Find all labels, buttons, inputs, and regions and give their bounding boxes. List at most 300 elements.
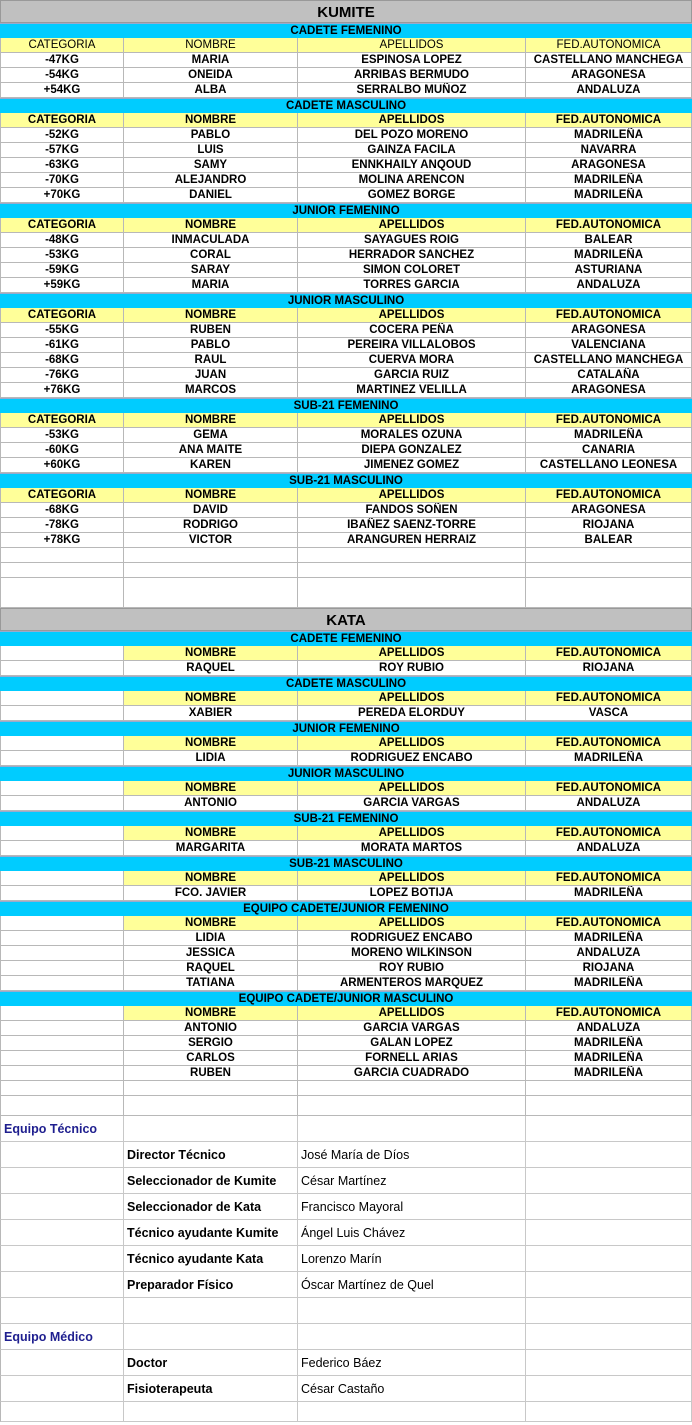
cell-categoria[interactable]: -68KG — [0, 353, 124, 368]
empty-cell[interactable] — [0, 736, 124, 751]
empty-cell[interactable] — [298, 1096, 526, 1116]
staff-row — [0, 1194, 692, 1220]
empty-cell[interactable] — [0, 706, 124, 721]
col-categoria[interactable]: CATEGORIA — [0, 488, 124, 503]
col-nombre[interactable]: NOMBRE — [124, 871, 298, 886]
col-fed[interactable]: FED.AUTONOMICA — [526, 113, 692, 128]
staff-name[interactable]: Óscar Martínez de Quel — [298, 1272, 526, 1298]
cell-categoria[interactable]: -63KG — [0, 158, 124, 173]
kumite-title: KUMITE — [0, 0, 692, 23]
cell-categoria[interactable]: -53KG — [0, 428, 124, 443]
cell-apellidos[interactable]: SIMON COLORET — [298, 263, 526, 278]
equipo-medico-title[interactable]: Equipo Médico — [0, 1324, 124, 1350]
empty-cell[interactable] — [124, 1096, 298, 1116]
col-apellidos[interactable]: APELLIDOS — [298, 736, 526, 751]
cell-nombre[interactable]: PABLO — [124, 338, 298, 353]
cell-nombre[interactable]: PABLO — [124, 128, 298, 143]
table-row — [0, 368, 692, 383]
empty-cell[interactable] — [0, 961, 124, 976]
empty-cell[interactable] — [0, 976, 124, 991]
empty-cell[interactable] — [0, 1220, 124, 1246]
empty-cell[interactable] — [0, 1402, 124, 1422]
cell-apellidos[interactable]: HERRADOR SANCHEZ — [298, 248, 526, 263]
cell-apellidos[interactable]: LOPEZ BOTIJA — [298, 886, 526, 901]
col-fed[interactable]: FED.AUTONOMICA — [526, 413, 692, 428]
cell-apellidos[interactable]: SERRALBO MUÑOZ — [298, 83, 526, 98]
empty-cell[interactable] — [0, 646, 124, 661]
cell-categoria[interactable]: -59KG — [0, 263, 124, 278]
cell-apellidos[interactable]: ARRIBAS BERMUDO — [298, 68, 526, 83]
empty-cell[interactable] — [0, 1376, 124, 1402]
empty-cell[interactable] — [0, 826, 124, 841]
empty-cell[interactable] — [298, 578, 526, 608]
category-header: SUB-21 MASCULINO — [0, 473, 692, 488]
table-row — [0, 533, 692, 548]
cell-categoria[interactable]: -60KG — [0, 443, 124, 458]
cell-nombre[interactable]: MARGARITA — [124, 841, 298, 856]
staff-role[interactable]: Seleccionador de Kata — [124, 1194, 298, 1220]
col-nombre[interactable]: NOMBRE — [124, 646, 298, 661]
col-apellidos[interactable]: APELLIDOS — [298, 38, 526, 53]
cell-fed[interactable]: ARAGONESA — [526, 383, 692, 398]
cell-categoria[interactable]: -48KG — [0, 233, 124, 248]
cell-apellidos[interactable]: ROY RUBIO — [298, 961, 526, 976]
col-apellidos[interactable]: APELLIDOS — [298, 218, 526, 233]
empty-cell[interactable] — [0, 1066, 124, 1081]
cell-fed[interactable]: MADRILEÑA — [526, 1051, 692, 1066]
cell-apellidos[interactable]: IBAÑEZ SAENZ-TORRE — [298, 518, 526, 533]
empty-cell[interactable] — [526, 1324, 692, 1350]
cell-fed[interactable]: RIOJANA — [526, 961, 692, 976]
staff-row — [0, 1246, 692, 1272]
cell-nombre[interactable]: JESSICA — [124, 946, 298, 961]
col-nombre[interactable]: NOMBRE — [124, 488, 298, 503]
cell-categoria[interactable]: -70KG — [0, 173, 124, 188]
cell-categoria[interactable]: +59KG — [0, 278, 124, 293]
cell-apellidos[interactable]: ENNKHAILY ANQOUD — [298, 158, 526, 173]
cell-nombre[interactable]: ANTONIO — [124, 796, 298, 811]
cell-nombre[interactable]: RUBEN — [124, 323, 298, 338]
empty-cell[interactable] — [298, 548, 526, 563]
empty-cell[interactable] — [526, 1081, 692, 1096]
empty-cell[interactable] — [0, 841, 124, 856]
cell-nombre[interactable]: SARAY — [124, 263, 298, 278]
col-apellidos[interactable]: APELLIDOS — [298, 413, 526, 428]
col-categoria[interactable]: CATEGORIA — [0, 218, 124, 233]
cell-apellidos[interactable]: GARCIA VARGAS — [298, 1021, 526, 1036]
staff-row — [0, 1142, 692, 1168]
empty-cell[interactable] — [124, 548, 298, 563]
cell-fed[interactable]: ARAGONESA — [526, 323, 692, 338]
cell-nombre[interactable]: MARCOS — [124, 383, 298, 398]
cell-apellidos[interactable]: FANDOS SOÑEN — [298, 503, 526, 518]
cell-fed[interactable]: MADRILEÑA — [526, 886, 692, 901]
cell-apellidos[interactable]: DIEPA GONZALEZ — [298, 443, 526, 458]
cell-apellidos[interactable]: TORRES GARCIA — [298, 278, 526, 293]
empty-cell[interactable] — [526, 1116, 692, 1142]
cell-categoria[interactable]: -55KG — [0, 323, 124, 338]
staff-row — [0, 1168, 692, 1194]
cell-apellidos[interactable]: PEREIRA VILLALOBOS — [298, 338, 526, 353]
col-apellidos[interactable]: APELLIDOS — [298, 826, 526, 841]
col-nombre[interactable]: NOMBRE — [124, 1006, 298, 1021]
table-row — [0, 353, 692, 368]
cell-nombre[interactable]: ANA MAITE — [124, 443, 298, 458]
empty-cell[interactable] — [0, 1298, 124, 1324]
staff-role[interactable]: Preparador Físico — [124, 1272, 298, 1298]
cell-nombre[interactable]: CARLOS — [124, 1051, 298, 1066]
table-row — [0, 841, 692, 856]
staff-role[interactable]: Técnico ayudante Kumite — [124, 1220, 298, 1246]
cell-categoria[interactable]: -61KG — [0, 338, 124, 353]
empty-cell[interactable] — [124, 1402, 298, 1422]
cell-categoria[interactable]: +78KG — [0, 533, 124, 548]
col-apellidos[interactable]: APELLIDOS — [298, 871, 526, 886]
empty-cell[interactable] — [0, 1021, 124, 1036]
cell-apellidos[interactable]: MORENO WILKINSON — [298, 946, 526, 961]
staff-name[interactable]: José María de Díos — [298, 1142, 526, 1168]
cell-apellidos[interactable]: PEREDA ELORDUY — [298, 706, 526, 721]
cell-apellidos[interactable]: ESPINOSA LOPEZ — [298, 53, 526, 68]
empty-cell[interactable] — [298, 1116, 526, 1142]
cell-nombre[interactable]: LIDIA — [124, 751, 298, 766]
col-fed[interactable]: FED.AUTONOMICA — [526, 308, 692, 323]
empty-row — [0, 563, 692, 578]
col-nombre[interactable]: NOMBRE — [124, 736, 298, 751]
cell-nombre[interactable]: RAUL — [124, 353, 298, 368]
empty-cell[interactable] — [526, 1246, 692, 1272]
col-fed[interactable]: FED.AUTONOMICA — [526, 871, 692, 886]
cell-categoria[interactable]: -76KG — [0, 368, 124, 383]
cell-fed[interactable]: MADRILEÑA — [526, 751, 692, 766]
cell-fed[interactable]: ANDALUZA — [526, 278, 692, 293]
table-row — [0, 143, 692, 158]
staff-name[interactable]: Federico Báez — [298, 1350, 526, 1376]
cell-fed[interactable]: BALEAR — [526, 533, 692, 548]
cell-categoria[interactable]: +60KG — [0, 458, 124, 473]
cell-apellidos[interactable]: GAINZA FACILA — [298, 143, 526, 158]
equipo-tecnico-title[interactable]: Equipo Técnico — [0, 1116, 124, 1142]
cell-nombre[interactable]: LIDIA — [124, 931, 298, 946]
empty-cell[interactable] — [0, 916, 124, 931]
empty-cell[interactable] — [124, 1116, 298, 1142]
cell-nombre[interactable]: ALEJANDRO — [124, 173, 298, 188]
cell-apellidos[interactable]: GARCIA VARGAS — [298, 796, 526, 811]
cell-categoria[interactable]: -78KG — [0, 518, 124, 533]
cell-apellidos[interactable]: DEL POZO MORENO — [298, 128, 526, 143]
empty-cell[interactable] — [0, 946, 124, 961]
empty-cell[interactable] — [526, 578, 692, 608]
col-apellidos[interactable]: APELLIDOS — [298, 488, 526, 503]
col-fed[interactable]: FED.AUTONOMICA — [526, 691, 692, 706]
cell-fed[interactable]: MADRILEÑA — [526, 428, 692, 443]
empty-cell[interactable] — [0, 886, 124, 901]
table-row — [0, 946, 692, 961]
cell-nombre[interactable]: KAREN — [124, 458, 298, 473]
cell-fed[interactable]: MADRILEÑA — [526, 188, 692, 203]
empty-cell[interactable] — [0, 1194, 124, 1220]
cell-nombre[interactable]: CORAL — [124, 248, 298, 263]
cell-nombre[interactable]: RUBEN — [124, 1066, 298, 1081]
cell-nombre[interactable]: GEMA — [124, 428, 298, 443]
cell-apellidos[interactable]: MARTINEZ VELILLA — [298, 383, 526, 398]
cell-fed[interactable]: ARAGONESA — [526, 503, 692, 518]
cell-nombre[interactable]: VICTOR — [124, 533, 298, 548]
staff-role[interactable]: Director Técnico — [124, 1142, 298, 1168]
cell-categoria[interactable]: -53KG — [0, 248, 124, 263]
cell-fed[interactable]: ASTURIANA — [526, 263, 692, 278]
empty-cell[interactable] — [0, 661, 124, 676]
cell-nombre[interactable]: MARIA — [124, 278, 298, 293]
table-row — [0, 961, 692, 976]
cell-apellidos[interactable]: GARCIA CUADRADO — [298, 1066, 526, 1081]
staff-name[interactable]: César Martínez — [298, 1168, 526, 1194]
col-apellidos[interactable]: APELLIDOS — [298, 781, 526, 796]
empty-cell[interactable] — [0, 563, 124, 578]
cell-fed[interactable]: ANDALUZA — [526, 83, 692, 98]
column-header-row — [0, 781, 692, 796]
col-nombre[interactable]: NOMBRE — [124, 781, 298, 796]
cell-categoria[interactable]: +54KG — [0, 83, 124, 98]
empty-cell[interactable] — [526, 563, 692, 578]
empty-cell[interactable] — [0, 1350, 124, 1376]
cell-apellidos[interactable]: ARMENTEROS MARQUEZ — [298, 976, 526, 991]
empty-cell[interactable] — [0, 1006, 124, 1021]
col-nombre[interactable]: NOMBRE — [124, 413, 298, 428]
cell-fed[interactable]: ANDALUZA — [526, 796, 692, 811]
col-fed[interactable]: FED.AUTONOMICA — [526, 916, 692, 931]
cell-fed[interactable]: ANDALUZA — [526, 946, 692, 961]
cell-apellidos[interactable]: COCERA PEÑA — [298, 323, 526, 338]
cell-nombre[interactable]: DAVID — [124, 503, 298, 518]
cell-fed[interactable]: MADRILEÑA — [526, 976, 692, 991]
empty-cell[interactable] — [526, 1402, 692, 1422]
table-row — [0, 1066, 692, 1081]
empty-cell[interactable] — [526, 1168, 692, 1194]
empty-cell[interactable] — [0, 796, 124, 811]
column-header-row — [0, 646, 692, 661]
table-row — [0, 518, 692, 533]
cell-fed[interactable]: CASTELLANO MANCHEGA — [526, 53, 692, 68]
empty-cell[interactable] — [526, 1376, 692, 1402]
empty-cell[interactable] — [0, 1272, 124, 1298]
staff-role[interactable]: Fisioterapeuta — [124, 1376, 298, 1402]
empty-cell[interactable] — [0, 1246, 124, 1272]
cell-apellidos[interactable]: FORNELL ARIAS — [298, 1051, 526, 1066]
column-header-row — [0, 1006, 692, 1021]
cell-nombre[interactable]: XABIER — [124, 706, 298, 721]
equipo-tecnico-title-row — [0, 1116, 692, 1142]
cell-nombre[interactable]: FCO. JAVIER — [124, 886, 298, 901]
cell-apellidos[interactable]: MORATA MARTOS — [298, 841, 526, 856]
cell-nombre[interactable]: RAQUEL — [124, 961, 298, 976]
col-categoria[interactable]: CATEGORIA — [0, 308, 124, 323]
cell-nombre[interactable]: SAMY — [124, 158, 298, 173]
col-nombre[interactable]: NOMBRE — [124, 308, 298, 323]
empty-cell[interactable] — [298, 1402, 526, 1422]
empty-cell[interactable] — [124, 578, 298, 608]
empty-cell[interactable] — [0, 931, 124, 946]
col-nombre[interactable]: NOMBRE — [124, 916, 298, 931]
cell-fed[interactable]: MADRILEÑA — [526, 173, 692, 188]
cell-categoria[interactable]: -54KG — [0, 68, 124, 83]
column-header-row — [0, 691, 692, 706]
staff-name[interactable]: Ángel Luis Chávez — [298, 1220, 526, 1246]
empty-cell[interactable] — [298, 563, 526, 578]
col-nombre[interactable]: NOMBRE — [124, 826, 298, 841]
cell-categoria[interactable]: -68KG — [0, 503, 124, 518]
column-header-row — [0, 218, 692, 233]
empty-cell[interactable] — [298, 1081, 526, 1096]
empty-cell[interactable] — [526, 1194, 692, 1220]
empty-cell[interactable] — [298, 1298, 526, 1324]
empty-cell[interactable] — [124, 563, 298, 578]
empty-cell[interactable] — [0, 548, 124, 563]
empty-cell[interactable] — [526, 548, 692, 563]
col-fed[interactable]: FED.AUTONOMICA — [526, 1006, 692, 1021]
cell-fed[interactable]: MADRILEÑA — [526, 931, 692, 946]
cell-fed[interactable]: MADRILEÑA — [526, 1036, 692, 1051]
cell-nombre[interactable]: ANTONIO — [124, 1021, 298, 1036]
cell-fed[interactable]: ANDALUZA — [526, 841, 692, 856]
staff-name[interactable]: Francisco Mayoral — [298, 1194, 526, 1220]
table-row — [0, 976, 692, 991]
cell-fed[interactable]: MADRILEÑA — [526, 128, 692, 143]
empty-cell[interactable] — [298, 1324, 526, 1350]
empty-cell[interactable] — [0, 578, 124, 608]
empty-cell[interactable] — [0, 1051, 124, 1066]
cell-apellidos[interactable]: JIMENEZ GOMEZ — [298, 458, 526, 473]
empty-cell[interactable] — [526, 1096, 692, 1116]
cell-apellidos[interactable]: GOMEZ BORGE — [298, 188, 526, 203]
cell-nombre[interactable]: DANIEL — [124, 188, 298, 203]
cell-apellidos[interactable]: MOLINA ARENCON — [298, 173, 526, 188]
empty-cell[interactable] — [526, 1350, 692, 1376]
col-apellidos[interactable]: APELLIDOS — [298, 308, 526, 323]
cell-apellidos[interactable]: SAYAGUES ROIG — [298, 233, 526, 248]
col-nombre[interactable]: NOMBRE — [124, 691, 298, 706]
cell-apellidos[interactable]: GALAN LOPEZ — [298, 1036, 526, 1051]
col-fed[interactable]: FED.AUTONOMICA — [526, 781, 692, 796]
cell-categoria[interactable]: -52KG — [0, 128, 124, 143]
col-categoria[interactable]: CATEGORIA — [0, 38, 124, 53]
cell-fed[interactable]: RIOJANA — [526, 518, 692, 533]
cell-fed[interactable]: BALEAR — [526, 233, 692, 248]
cell-nombre[interactable]: ONEIDA — [124, 68, 298, 83]
staff-role[interactable]: Técnico ayudante Kata — [124, 1246, 298, 1272]
col-apellidos[interactable]: APELLIDOS — [298, 113, 526, 128]
empty-cell[interactable] — [124, 1324, 298, 1350]
cell-fed[interactable]: ARAGONESA — [526, 68, 692, 83]
empty-cell[interactable] — [526, 1298, 692, 1324]
cell-nombre[interactable]: JUAN — [124, 368, 298, 383]
cell-apellidos[interactable]: MORALES OZUNA — [298, 428, 526, 443]
cell-fed[interactable]: VASCA — [526, 706, 692, 721]
cell-apellidos[interactable]: RODRIGUEZ ENCABO — [298, 751, 526, 766]
cell-fed[interactable]: VALENCIANA — [526, 338, 692, 353]
equipo-medico-title-row — [0, 1324, 692, 1350]
col-fed[interactable]: FED.AUTONOMICA — [526, 826, 692, 841]
empty-cell[interactable] — [0, 691, 124, 706]
cell-fed[interactable]: CATALAÑA — [526, 368, 692, 383]
cell-apellidos[interactable]: CUERVA MORA — [298, 353, 526, 368]
cell-apellidos[interactable]: RODRIGUEZ ENCABO — [298, 931, 526, 946]
table-row — [0, 751, 692, 766]
category-header: CADETE FEMENINO — [0, 23, 692, 38]
col-apellidos[interactable]: APELLIDOS — [298, 646, 526, 661]
staff-role[interactable]: Seleccionador de Kumite — [124, 1168, 298, 1194]
staff-role[interactable]: Doctor — [124, 1350, 298, 1376]
empty-cell[interactable] — [0, 1142, 124, 1168]
col-fed[interactable]: FED.AUTONOMICA — [526, 488, 692, 503]
cell-categoria[interactable]: +76KG — [0, 383, 124, 398]
col-nombre[interactable]: NOMBRE — [124, 218, 298, 233]
col-fed[interactable]: FED.AUTONOMICA — [526, 736, 692, 751]
cell-nombre[interactable]: LUIS — [124, 143, 298, 158]
table-row — [0, 503, 692, 518]
cell-fed[interactable]: CASTELLANO MANCHEGA — [526, 353, 692, 368]
col-apellidos[interactable]: APELLIDOS — [298, 916, 526, 931]
cell-nombre[interactable]: RAQUEL — [124, 661, 298, 676]
staff-name[interactable]: Lorenzo Marín — [298, 1246, 526, 1272]
empty-cell[interactable] — [526, 1142, 692, 1168]
col-apellidos[interactable]: APELLIDOS — [298, 1006, 526, 1021]
col-fed[interactable]: FED.AUTONOMICA — [526, 218, 692, 233]
cell-nombre[interactable]: INMACULADA — [124, 233, 298, 248]
cell-fed[interactable]: CASTELLANO LEONESA — [526, 458, 692, 473]
empty-cell[interactable] — [526, 1220, 692, 1246]
cell-categoria[interactable]: -57KG — [0, 143, 124, 158]
staff-name[interactable]: César Castaño — [298, 1376, 526, 1402]
col-categoria[interactable]: CATEGORIA — [0, 113, 124, 128]
cell-fed[interactable]: MADRILEÑA — [526, 248, 692, 263]
empty-cell[interactable] — [0, 1096, 124, 1116]
cell-categoria[interactable]: -47KG — [0, 53, 124, 68]
cell-nombre[interactable]: MARIA — [124, 53, 298, 68]
cell-fed[interactable]: NAVARRA — [526, 143, 692, 158]
col-nombre[interactable]: NOMBRE — [124, 113, 298, 128]
empty-cell[interactable] — [0, 751, 124, 766]
col-nombre[interactable]: NOMBRE — [124, 38, 298, 53]
empty-cell[interactable] — [124, 1081, 298, 1096]
empty-cell[interactable] — [0, 1036, 124, 1051]
col-fed[interactable]: FED.AUTONOMICA — [526, 646, 692, 661]
cell-fed[interactable]: ANDALUZA — [526, 1021, 692, 1036]
cell-fed[interactable]: ARAGONESA — [526, 158, 692, 173]
cell-nombre[interactable]: RODRIGO — [124, 518, 298, 533]
cell-apellidos[interactable]: ARANGUREN HERRAIZ — [298, 533, 526, 548]
empty-cell[interactable] — [0, 871, 124, 886]
col-apellidos[interactable]: APELLIDOS — [298, 691, 526, 706]
empty-row — [0, 1298, 692, 1324]
cell-fed[interactable]: CANARIA — [526, 443, 692, 458]
cell-apellidos[interactable]: ROY RUBIO — [298, 661, 526, 676]
empty-cell[interactable] — [526, 1272, 692, 1298]
empty-cell[interactable] — [0, 1168, 124, 1194]
cell-nombre[interactable]: SERGIO — [124, 1036, 298, 1051]
cell-apellidos[interactable]: GARCIA RUIZ — [298, 368, 526, 383]
col-fed[interactable]: FED.AUTONOMICA — [526, 38, 692, 53]
cell-categoria[interactable]: +70KG — [0, 188, 124, 203]
cell-nombre[interactable]: ALBA — [124, 83, 298, 98]
col-categoria[interactable]: CATEGORIA — [0, 413, 124, 428]
empty-cell[interactable] — [0, 781, 124, 796]
cell-fed[interactable]: RIOJANA — [526, 661, 692, 676]
empty-cell[interactable] — [0, 1081, 124, 1096]
empty-cell[interactable] — [124, 1298, 298, 1324]
cell-fed[interactable]: MADRILEÑA — [526, 1066, 692, 1081]
cell-nombre[interactable]: TATIANA — [124, 976, 298, 991]
